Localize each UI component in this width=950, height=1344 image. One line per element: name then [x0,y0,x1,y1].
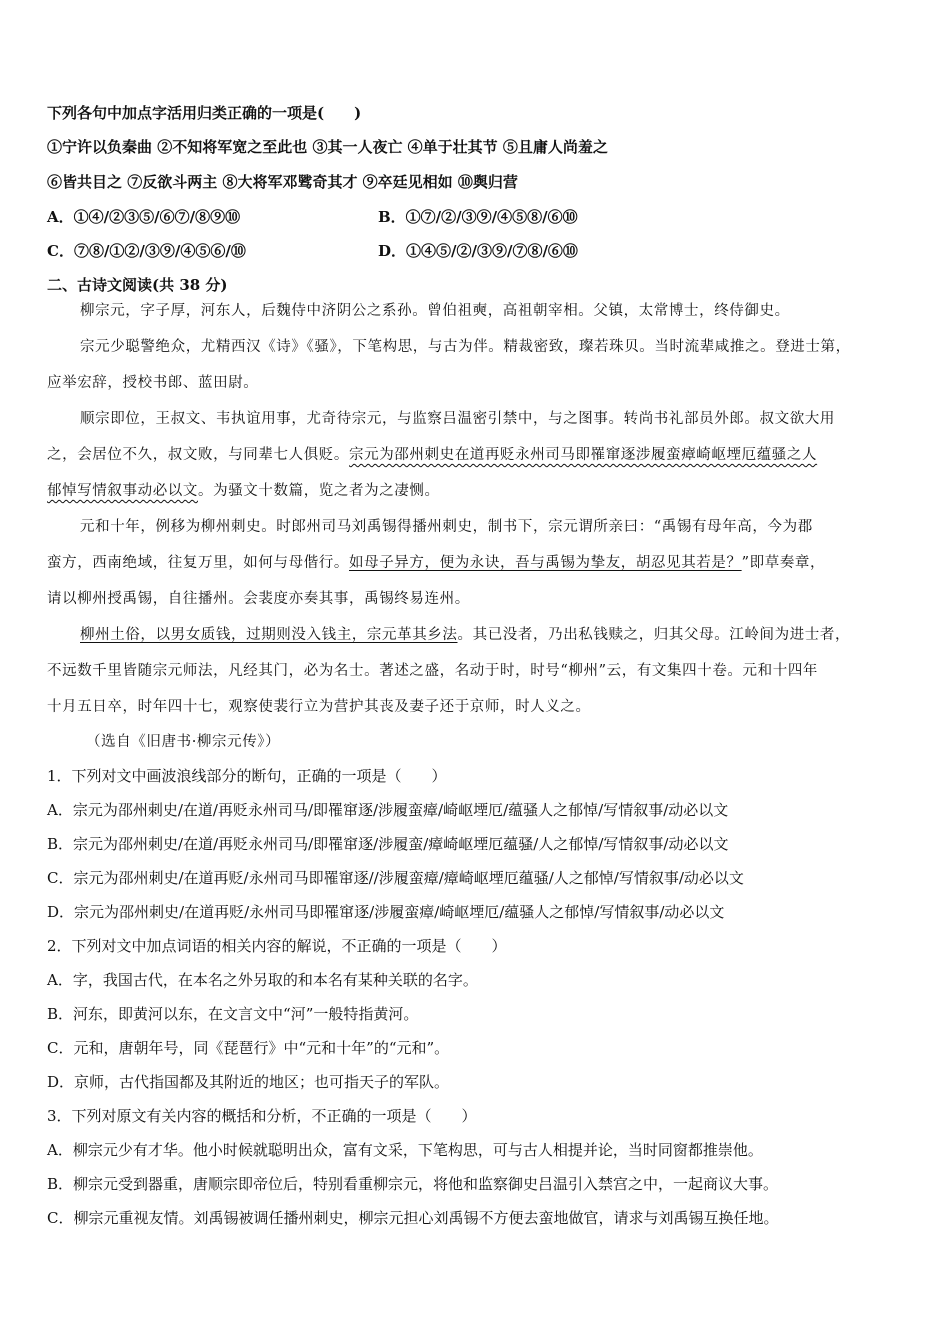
passage-line: 应举宏辞，授校书郎、蓝田尉。 [47,375,259,391]
passage-line [47,481,440,501]
question-2-option-d: D．京师，古代指国都及其附近的地区；也可指天子的军队。 [47,1073,450,1091]
underlined-sentence: 如母子异方，便为永诀，吾与禹锡为挚友，胡忍见其若是？ [349,555,742,571]
sentence-items-row-1: ①宁许以负秦曲 ②不知将军宽之至此也 ③其一人夜亡 ④单于壮其节 ⑤且庸人尚羞之 [47,138,608,156]
passage-paragraph: 柳宗元，字子厚，河东人，后魏侍中济阴公之系孙。曾伯祖奭，高祖朝宰相。父镇，太常博士，终侍御史。 [80,303,790,319]
option-c: C．⑦⑧/①②/③⑨/④⑤⑥/⑩ [47,242,246,260]
passage-line [47,553,825,573]
option-d: D．①④⑤/②/③⑨/⑦⑧/⑥⑩ [378,242,578,260]
passage-line: 十月五日卒，时年四十七，观察使裴行立为营护其丧及妻子还于京师，时人义之。 [47,699,591,715]
question-stem: 下列各句中加点字活用归类正确的一项是( ) [47,104,362,122]
question-3-option-a: A．柳宗元少有才华。他小时候就聪明出众，富有文采，下笔构思，可与古人相提并论，当时同窗都推崇他。 [47,1141,763,1159]
question-3-option-c: C．柳宗元重视友情。刘禹锡被调任播州刺史，柳宗元担心刘禹锡不方便去蛮地做官，请求与刘禹锡互换任地。 [47,1209,779,1227]
question-1-option-a: A．宗元为邵州刺史/在道/再贬永州司马/即罹窜逐/涉履蛮瘴/崎岖堙厄/蕴骚人之郁悼/写情叙事/动必以文 [47,801,729,819]
passage-paragraph: 顺宗即位，王叔文、韦执谊用事，尤奇待宗元，与监察吕温密引禁中，与之图事。转尚书礼部员外郎。叔文欲大用 [80,411,835,427]
passage-text: ”即草奏章， [741,555,826,571]
passage-source: （选自《旧唐书·柳宗元传》） [86,734,281,750]
passage-line: 不远数千里皆随宗元师法，凡经其门，必为名士。著述之盛，名动于时，时号“柳州”云，有文集四十卷。元和十四年 [47,663,819,679]
passage-line [80,625,850,645]
passage-line: 请以柳州授禹锡，自往播州。会裴度亦奏其事，禹锡终易连州。 [47,591,470,607]
passage-line [47,445,817,465]
section-heading: 二、古诗文阅读(共 38 分) [47,276,228,294]
wavy-underlined-text: 宗元为邵州刺史在道再贬永州司马即罹窜逐涉履蛮瘴崎岖堙厄蕴骚之人 [349,447,818,463]
question-2-option-c: C．元和，唐朝年号，同《琵琶行》中“元和十年”的“元和”。 [47,1039,450,1057]
option-a: A．①④/②③⑤/⑥⑦/⑧⑨⑩ [47,208,241,226]
sentence-items-row-2: ⑥皆共目之 ⑦反欲斗两主 ⑧大将军邓骘奇其才 ⑨卒廷见相如 ⑩舆归营 [47,173,518,191]
question-1-option-b: B．宗元为邵州刺史/在道/再贬永州司马/即罹窜逐/涉履蛮/瘴崎岖堙厄蕴骚/人之郁悼/写情叙事/动必以文 [47,835,729,853]
passage-paragraph: 元和十年，例移为柳州刺史。时郎州司马刘禹锡得播州刺史，制书下，宗元谓所亲曰：“禹锡有母年高，今为郡 [80,519,813,535]
passage-text: 之，会居位不久，叔文败，与同辈七人俱贬。 [47,447,349,463]
passage-text: 蛮方，西南绝域，往复万里，如何与母偕行。 [47,555,349,571]
passage-text: 。其已没者，乃出私钱赎之，归其父母。江岭间为进士者， [457,627,851,643]
wavy-underlined-text: 郁悼写情叙事动必以文 [47,483,198,499]
question-3-option-b: B．柳宗元受到器重，唐顺宗即帝位后，特别看重柳宗元，将他和监察御史吕温引入禁宫之中，一起商议大事。 [47,1175,779,1193]
question-2-stem: 2．下列对文中加点词语的相关内容的解说，不正确的一项是（ ） [47,937,507,955]
question-1-stem: 1．下列对文中画波浪线部分的断句，正确的一项是（ ） [47,767,447,785]
passage-paragraph: 宗元少聪警绝众，尤精西汉《诗》《骚》，下笔构思，与古为伴。精裁密致，璨若珠贝。当时流辈咸推之。登进士第， [80,339,851,355]
question-3-stem: 3．下列对原文有关内容的概括和分析，不正确的一项是（ ） [47,1107,477,1125]
question-1-option-d: D．宗元为邵州刺史/在道再贬/永州司马即罹窜逐/涉履蛮瘴/崎岖堙厄/蕴骚人之郁悼/写情叙事/动必以文 [47,903,725,921]
option-b: B．①⑦/②/③⑨/④⑤⑧/⑥⑩ [378,208,578,226]
passage-text: 。为骚文十数篇，览之者为之凄恻。 [198,483,440,499]
question-2-option-a: A．字，我国古代，在本名之外另取的和本名有某种关联的名字。 [47,971,478,989]
question-2-option-b: B．河东，即黄河以东，在文言文中“河”一般特指黄河。 [47,1005,419,1023]
underlined-sentence: 柳州土俗，以男女质钱，过期则没入钱主，宗元革其乡法 [80,627,458,643]
question-1-option-c: C．宗元为邵州刺史/在道再贬/永州司马即罹窜逐//涉履蛮瘴/瘴崎岖堙厄蕴骚/人之郁悼/写情叙事/动必以文 [47,869,744,887]
